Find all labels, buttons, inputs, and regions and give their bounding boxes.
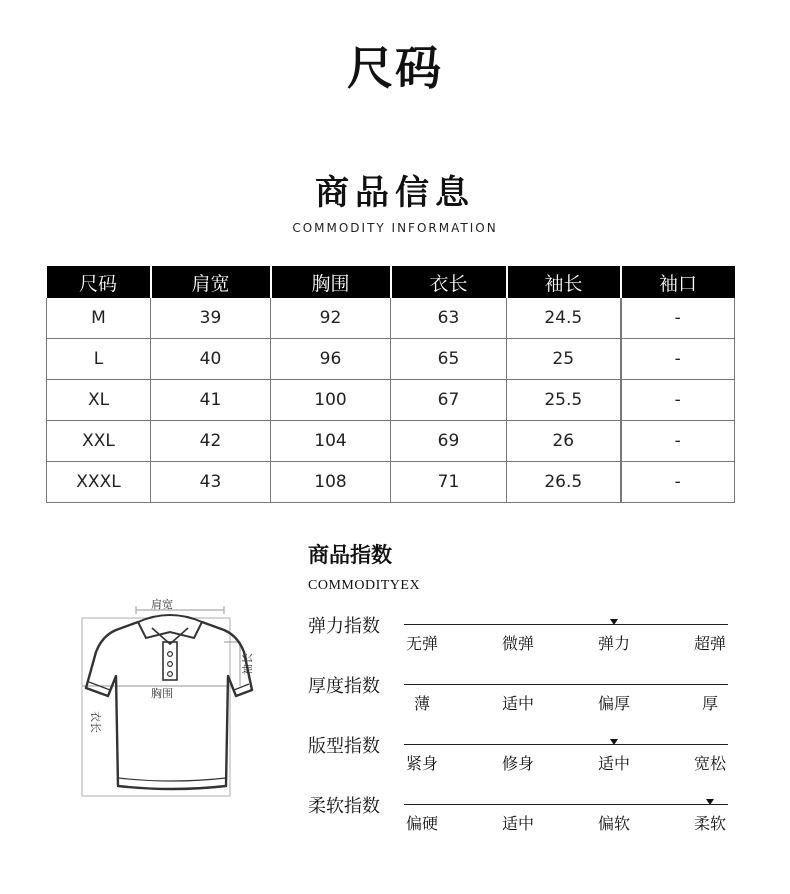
table-cell: 26 — [507, 421, 621, 462]
header-length: 衣长 — [391, 266, 507, 298]
section-subtitle: COMMODITY INFORMATION — [292, 221, 498, 235]
index-option: 适中 — [501, 694, 534, 713]
table-cell: 39 — [151, 298, 271, 339]
table-cell: 100 — [271, 380, 391, 421]
table-cell: - — [621, 339, 735, 380]
index-title: 商品指数 — [308, 543, 392, 567]
index-option: 偏硬 — [405, 814, 438, 833]
header-sleeve: 袖长 — [507, 266, 621, 298]
index-row-elasticity — [308, 614, 732, 658]
size-table-header — [47, 266, 735, 298]
index-option: 无弹 — [405, 634, 438, 653]
index-option: 适中 — [501, 814, 534, 833]
index-row-fit — [308, 734, 732, 778]
table-cell: 41 — [151, 380, 271, 421]
table-cell: 43 — [151, 462, 271, 503]
table-cell: - — [621, 421, 735, 462]
index-row-thickness — [308, 674, 732, 718]
table-row — [47, 380, 735, 421]
index-option: 修身 — [501, 754, 534, 773]
index-scale-line — [404, 684, 728, 685]
length-label: 衣长 — [89, 711, 102, 733]
index-option: 薄 — [413, 694, 430, 713]
index-marker — [706, 799, 714, 805]
index-option: 柔软 — [693, 814, 726, 833]
section-title: 商品信息 — [315, 173, 475, 213]
table-cell: XL — [47, 380, 151, 421]
index-row-softness — [308, 794, 732, 838]
shoulder-label: 肩宽 — [151, 598, 173, 611]
index-scale-line — [404, 804, 728, 805]
table-cell: 25 — [507, 339, 621, 380]
table-cell: 26.5 — [507, 462, 621, 503]
table-row — [47, 339, 735, 380]
index-marker — [610, 619, 618, 625]
table-cell: 67 — [391, 380, 507, 421]
index-label: 厚度指数 — [308, 676, 380, 697]
table-cell: 40 — [151, 339, 271, 380]
table-cell: 69 — [391, 421, 507, 462]
index-option: 偏厚 — [597, 694, 630, 713]
table-row — [47, 298, 735, 339]
table-cell: 96 — [271, 339, 391, 380]
table-cell: 104 — [271, 421, 391, 462]
index-option: 适中 — [597, 754, 630, 773]
shirt-diagram — [76, 592, 268, 804]
index-scale-line — [404, 624, 728, 625]
index-label: 版型指数 — [308, 736, 380, 757]
index-marker — [610, 739, 618, 745]
size-table — [46, 266, 735, 503]
table-cell: 71 — [391, 462, 507, 503]
index-option: 微弹 — [501, 634, 534, 653]
table-cell: 24.5 — [507, 298, 621, 339]
table-cell: 65 — [391, 339, 507, 380]
index-option: 偏软 — [597, 814, 630, 833]
index-label: 柔软指数 — [308, 796, 380, 817]
table-cell: - — [621, 462, 735, 503]
table-cell: - — [621, 380, 735, 421]
index-subtitle: COMMODITYEX — [308, 578, 421, 593]
index-option: 超弹 — [693, 634, 726, 653]
table-cell: 42 — [151, 421, 271, 462]
table-cell: XXL — [47, 421, 151, 462]
table-row — [47, 462, 735, 503]
header-shoulder: 肩宽 — [151, 266, 271, 298]
index-label: 弹力指数 — [308, 616, 380, 637]
table-cell: - — [621, 298, 735, 339]
header-cuff: 袖口 — [621, 266, 735, 298]
table-cell: XXXL — [47, 462, 151, 503]
index-scale-line — [404, 744, 728, 745]
index-option: 弹力 — [597, 634, 630, 653]
table-cell: L — [47, 339, 151, 380]
table-cell: M — [47, 298, 151, 339]
index-option: 紧身 — [405, 754, 438, 773]
index-option: 宽松 — [693, 754, 726, 773]
sleeve-label: 袖长 — [241, 653, 254, 675]
page-title: 尺码 — [347, 41, 443, 95]
header-size: 尺码 — [47, 266, 151, 298]
index-option: 厚 — [701, 694, 718, 713]
table-row — [47, 421, 735, 462]
table-cell: 63 — [391, 298, 507, 339]
table-cell: 92 — [271, 298, 391, 339]
table-cell: 108 — [271, 462, 391, 503]
header-chest: 胸围 — [271, 266, 391, 298]
chest-label: 胸围 — [151, 687, 173, 700]
table-cell: 25.5 — [507, 380, 621, 421]
